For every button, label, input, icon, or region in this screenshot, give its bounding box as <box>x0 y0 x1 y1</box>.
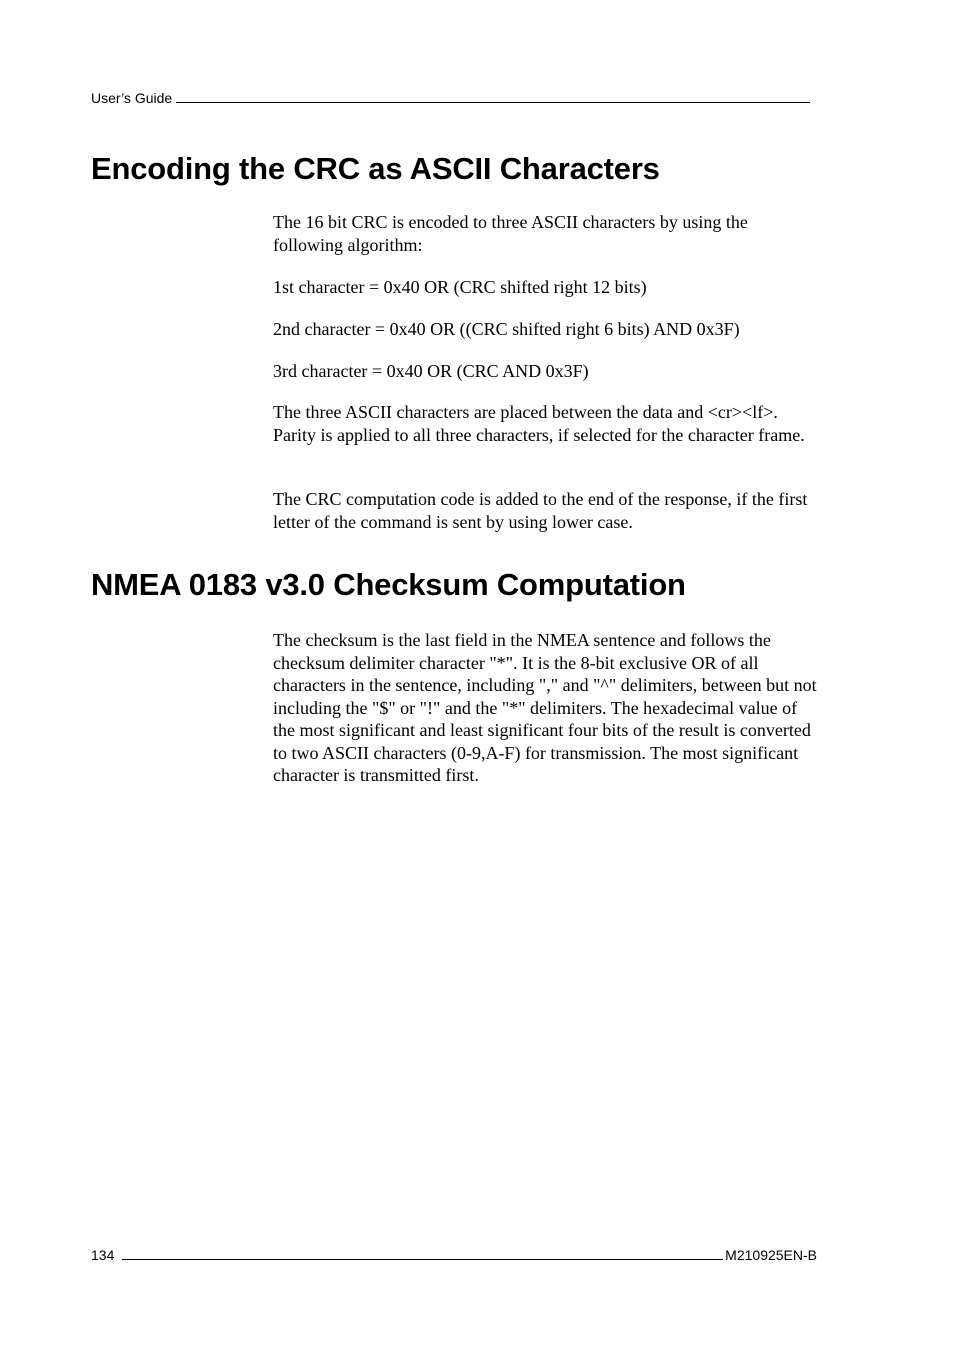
crc-third-character-formula: 3rd character = 0x40 OR (CRC AND 0x3F) <box>273 361 589 381</box>
nmea-checksum-paragraph: The checksum is the last field in the NMEA sentence and follows the checksum delimiter character "*". It is the 8-bit exclusive OR of all characters in the sentence, including "," and "^" delimiters, between but not including the "$" or "!" and the "*" delimiters. The hexadecimal value of the most significant and least significant four bits of the result is converted to two ASCII characters (0-9,A-F) for transmission. The most significant character is transmitted first. <box>273 630 817 785</box>
section-heading-nmea-checksum: NMEA 0183 v3.0 Checksum Computation <box>91 567 686 602</box>
crc-second-character-formula: 2nd character = 0x40 OR ((CRC shifted right 6 bits) AND 0x3F) <box>273 319 740 339</box>
header-title: User’s Guide <box>91 90 173 106</box>
crc-placement-paragraph: The three ASCII characters are placed between the data and <cr><lf>. Parity is applied to all three characters, if selected for the character frame. <box>273 402 805 445</box>
crc-intro-paragraph: The 16 bit CRC is encoded to three ASCII characters by using the following algorithm: <box>273 212 748 255</box>
footer-rule <box>122 1259 723 1260</box>
page-number: 134 <box>91 1247 115 1263</box>
running-footer <box>91 1243 817 1263</box>
header-rule <box>176 102 810 103</box>
crc-computation-paragraph: The CRC computation code is added to the end of the response, if the first letter of the command is sent by using lower case. <box>273 489 808 532</box>
crc-first-character-formula: 1st character = 0x40 OR (CRC shifted right 12 bits) <box>273 277 647 297</box>
running-header <box>91 86 810 106</box>
section-heading-crc-encoding: Encoding the CRC as ASCII Characters <box>91 151 660 186</box>
document-code: M210925EN-B <box>725 1247 817 1263</box>
